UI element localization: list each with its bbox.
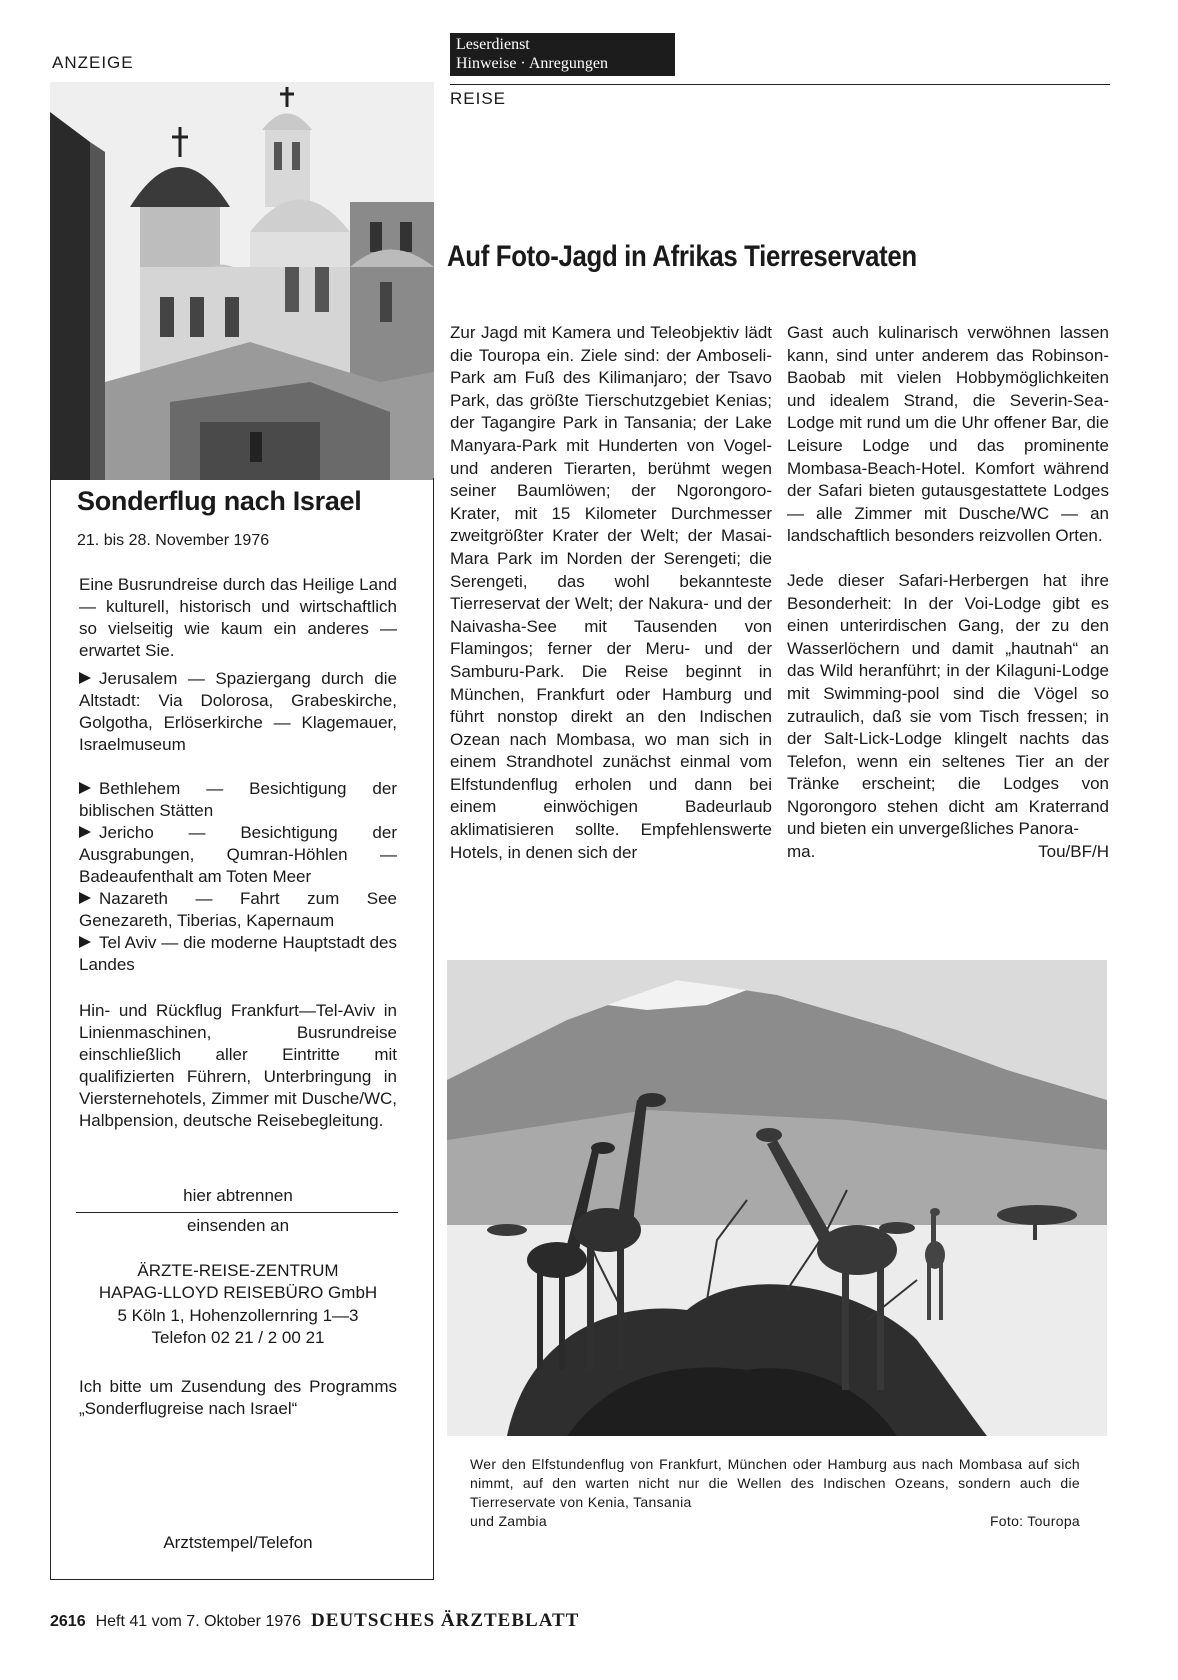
stamp-label: Arztstempel/Telefon (163, 1533, 313, 1552)
address-line: 5 Köln 1, Hohenzollernring 1—3 (117, 1306, 359, 1325)
ad-bullet-text: Jerusalem — Spaziergang durch die Altstadt: Via Dolorosa, Grabeskirche, Golgotha, Erlöserkirche — Klagemauer, Israelmuseum (79, 669, 397, 754)
address-line: ÄRZTE-REISE-ZENTRUM (137, 1261, 339, 1280)
ad-bullet-jerusalem (79, 668, 397, 756)
ad-bullet-text: Tel Aviv — die moderne Hauptstadt des Landes (79, 933, 397, 974)
photo-caption (470, 1455, 1080, 1531)
ad-bullet-text: Bethlehem — Besichtigung der biblischen Stätten (79, 779, 397, 820)
giraffe-photo (447, 960, 1107, 1436)
ad-label: ANZEIGE (52, 53, 134, 72)
header-rule (450, 84, 1110, 85)
ad-bullet-telaviv (79, 932, 397, 976)
ad-intro: Eine Busrundreise durch das Heilige Land — kulturell, historisch und wirtschaftlich so vielseitig wie kaum ein anderes — erwartet Sie. (79, 575, 397, 660)
article-column-1 (450, 322, 772, 864)
photo-credit: Foto: Touropa (989, 1513, 1080, 1529)
article-paragraph: Jede dieser Safari-Herbergen hat ihre Besonderheit: In der Voi-Lodge gibt es einen unterirdischen Gang, der zu den Wasserlöchern und damit „hautnah“ an das Wild heranführt; in der Kilaguni-Lodge mit Swimming-pool sind die Vögel so zutraulich, daß sie vom Tisch fressen; in der Salt-Lick-Lodge klingelt nachts das Telefon, wenn ein seltenes Tier an der Tränke erscheint; die Lodges von Ngorongoro stehen dicht am Kraterrand und bieten ein unvergeßliches Panora- (787, 570, 1109, 839)
leserdienst-subtitle: Hinweise · Anregungen (456, 55, 608, 72)
article-headline: Auf Foto-Jagd in Afrikas Tierreservaten (447, 240, 917, 273)
page-number: 2616 (50, 1613, 86, 1630)
church-photo (50, 82, 434, 480)
bullet-triangle-icon (79, 892, 91, 904)
magazine-name: DEUTSCHES ÄRZTEBLATT (311, 1610, 580, 1631)
cut-line (76, 1212, 398, 1213)
cut-label: hier abtrennen (183, 1186, 293, 1205)
page-footer (50, 1610, 579, 1632)
ad-details: Hin- und Rückflug Frankfurt—Tel-Aviv in Linienmaschinen, Busrundreise einschließlich aller Eintritte mit qualifizierten Führern, Unterbringung in Viersternehotels, Zimmer mit Dusche/WC, Halbpension, deutsche Reisebegleitung. (79, 1001, 397, 1130)
bullet-triangle-icon (79, 936, 91, 948)
article-paragraph: Zur Jagd mit Kamera und Teleobjektiv lädt die Touropa ein. Ziele sind: der Amboseli-Park am Fuß des Kilimanjaro; der Tsavo Park, das größte Tierschutzgebiet Kenias; der Tagangire Park in Tansania; der Lake Manyara-Park mit Hunderten von Vogel- und anderen Tierarten, berühmt wegen seiner Baumlöwen; der Ngorongoro-Krater, mit 15 Kilometer Durchmesser zweitgrößter Krater der Welt; der Masai-Mara Park im Norden der Serengeti; die Serengeti, das wohl bekannteste Tierreservat der Welt; der Nakura- und der Naivasha-See mit Tausenden von Flamingos; ferner der Meru- und der Samburu-Park. Die Reise beginnt in München, Frankfurt oder Hamburg und führt nonstop direkt an den Indischen Ozean nach Mombasa, wo man sich in einem Strandhotel zunächst einmal vom Elfstundenflug erholen und dann bei einem einwöchigen Badeurlaub aklimatisieren sollte. Empfehlenswerte Hotels, in denen sich der (450, 323, 772, 862)
author-signature: Tou/BF/H (1038, 842, 1109, 862)
address-line: HAPAG-LLOYD REISEBÜRO GmbH (98, 1283, 378, 1302)
caption-last-row (470, 1512, 1080, 1531)
ad-title: Sonderflug nach Israel (77, 486, 362, 516)
ad-bullet-text: Nazareth — Fahrt zum See Genezareth, Tiberias, Kapernaum (79, 889, 397, 930)
bullet-triangle-icon (79, 782, 91, 794)
ad-bullet-bethlehem (79, 778, 397, 822)
ad-date: 21. bis 28. November 1976 (77, 532, 270, 549)
bullet-triangle-icon (79, 826, 91, 838)
ad-bullet-text: Jericho — Besichtigung der Ausgrabungen, Qumran-Höhlen — Badeaufenthalt am Toten Meer (79, 823, 397, 886)
issue-info: Heft 41 vom 7. Oktober 1976 (95, 1613, 302, 1630)
address-line: Telefon 02 21 / 2 00 21 (151, 1328, 325, 1347)
article-paragraph: Gast auch kulinarisch verwöhnen lassen kann, sind unter anderem das Robinson-Baobab mit vielen Hobbymöglichkeiten und idealem Strand, die Severin-Sea-Lodge mit rund um die Uhr offener Bar, die Leisure Lodge und das prominente Mombasa-Beach-Hotel. Komfort während der Safari bieten gutausgestattete Lodges — alle Zimmer mit Dusche/WC — an landschaftlich besonders reizvollen Orten. (787, 323, 1109, 546)
caption-end: und Zambia (470, 1513, 547, 1529)
request-text: Ich bitte um Zusendung des Programms „Sonderflugreise nach Israel“ (79, 1377, 397, 1418)
send-label: einsenden an (186, 1216, 290, 1235)
ad-bullet-jericho (79, 822, 397, 888)
ad-bullet-nazareth (79, 888, 397, 932)
article-end-text: ma. (787, 842, 816, 862)
bullet-triangle-icon (79, 672, 91, 684)
article-column-2 (787, 322, 1109, 864)
leserdienst-title: Leserdienst (456, 36, 530, 53)
leserdienst-box (450, 33, 675, 76)
article-end-row (787, 841, 1109, 864)
section-label: REISE (450, 89, 507, 108)
caption-text: Wer den Elfstundenflug von Frankfurt, München oder Hamburg aus nach Mombasa auf sich nimmt, auf den warten nicht nur die Wellen des Indischen Ozeans, sondern auch die Tierreservate von Kenia, Tansania (470, 1456, 1080, 1510)
